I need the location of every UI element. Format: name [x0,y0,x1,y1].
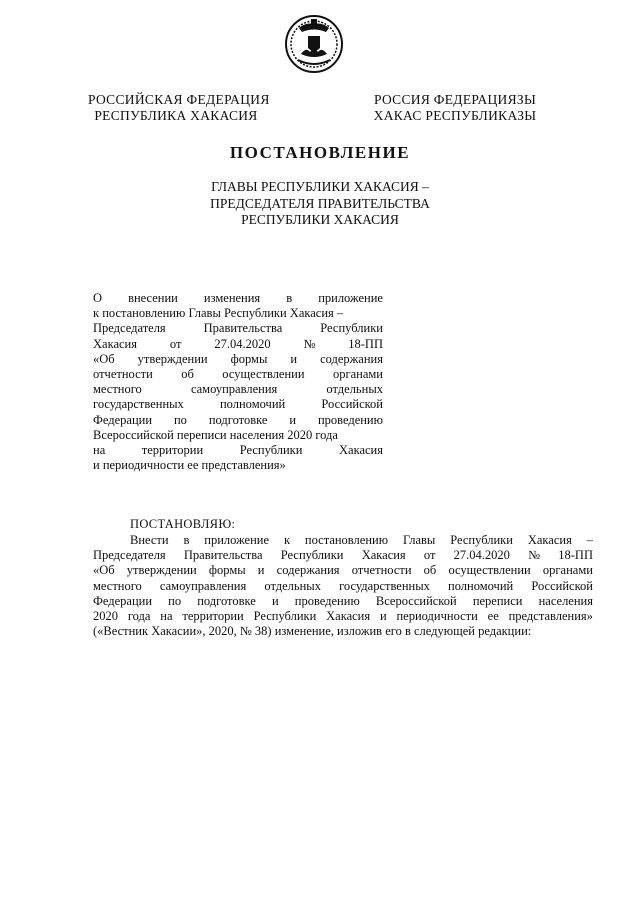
word: Федерации [93,593,153,608]
subject-line [93,291,383,306]
word: содержания [320,351,383,366]
word: Правительства [183,548,263,563]
word: Республики [253,609,317,624]
issuer-line: РЕСПУБЛИКИ ХАКАСИЯ [241,212,399,227]
word: утверждении [126,563,197,578]
word: осуществлении [222,367,305,382]
word: 27.04.2020 [453,548,510,563]
word: внесении [128,291,178,305]
body-line [93,563,593,578]
word: Всероссийской [375,593,457,608]
word: территории [182,609,244,624]
word: проведению [317,412,383,427]
country-name: РОССИЙСКАЯ ФЕДЕРАЦИЯ [88,92,270,107]
subject-line [93,382,383,397]
word: об [423,563,437,578]
word: по [173,412,187,427]
word: Республики [320,321,383,336]
subject-line [93,458,383,473]
word: представления» [508,609,593,624]
issuer-line: ГЛАВЫ РЕСПУБЛИКИ ХАКАСИЯ – [211,179,429,194]
word: и [290,351,298,366]
word: 18-ПП [348,336,383,351]
word: Внести [130,533,169,547]
word: утверждении [137,351,208,366]
word: Главы [402,533,436,547]
word: местного [93,382,142,397]
word: О [93,291,103,305]
header-right [370,92,540,124]
word: и [257,563,265,578]
word: подготовке [208,412,268,427]
word: и периодичности ее представления» [93,458,286,473]
word: отдельных [326,382,383,397]
word: Всероссийской переписи населения 2020 года [93,427,338,442]
word: Правительства [203,321,283,336]
coat-of-arms-icon [284,14,344,74]
word: на [160,609,173,624]
word: 18-ПП [558,548,593,563]
word: года [127,609,151,624]
body-line [93,548,593,563]
word: Республики [450,533,513,547]
word: государственных [93,397,184,412]
word: подготовке [197,593,256,608]
word: Председателя [93,321,166,336]
word: Российской [531,578,593,593]
word: осуществлении [448,563,531,578]
word: 2020 [93,609,118,624]
word: самоуправления [190,382,278,397]
word: № [528,548,541,563]
word: изменения [203,291,261,305]
word: об [181,367,194,382]
word: и [271,593,279,608]
word: содержания [276,563,340,578]
body-paragraph [93,533,593,639]
word: полномочий [219,397,286,412]
body-line [93,609,593,624]
word: приложение [204,533,270,547]
country-name-khakas: РОССИЯ ФЕДЕРАЦИЯЗЫ [373,92,537,107]
subject-line [93,306,383,321]
word: органами [332,367,383,382]
word: населения [538,593,593,608]
republic-name-khakas: ХАКАС РЕСПУБЛИКАЗЫ [373,108,537,123]
word: Хакасия [339,443,383,458]
word: Председателя [93,548,166,563]
subject-line [93,428,383,443]
word: 27.04.2020 [214,336,271,351]
header-left [88,92,270,124]
word: к [283,533,291,547]
word: Республики [280,548,344,563]
word: формы [208,563,246,578]
subject-line [93,397,383,412]
issuer-line: ПРЕДСЕДАТЕЛЯ ПРАВИТЕЛЬСТВА [210,195,430,211]
body-line [93,624,593,639]
word: постановлению [304,533,389,547]
word: в [286,291,293,305]
word: Хакасия [93,336,137,351]
word: Хакасия [527,533,572,547]
word: – [586,533,593,547]
republic-name: РЕСПУБЛИКА ХАКАСИЯ [94,108,258,123]
issuer-block [0,179,640,229]
word: и [289,412,297,427]
word: от [423,548,436,563]
word: переписи [472,593,523,608]
subject-line [93,321,383,336]
word: ее [487,609,499,624]
word: от [169,336,182,351]
document-title: ПОСТАНОВЛЕНИЕ [229,143,411,162]
word: Хакасия [326,609,371,624]
word: по [168,593,182,608]
preamble: ПОСТАНОВЛЯЮ: [130,517,236,531]
word: отчетности [93,367,153,382]
word: Федерации [93,412,153,427]
word: местного [93,578,142,593]
word: на [93,443,106,458]
word: территории [141,443,204,458]
word: полномочий [448,578,514,593]
word: отдельных [264,578,321,593]
subject-line [93,413,383,428]
subject-block [93,291,383,473]
subject-line [93,337,383,352]
word: «Об [93,351,115,366]
word: органами [542,563,593,578]
subject-line [93,443,383,458]
body-line [93,533,593,548]
word: № [303,336,316,351]
word: «Об [93,563,115,578]
word: Республики [239,443,303,458]
word: («Вестник Хакасии», 2020, № 38) изменение, изложив его в следующей редакции: [93,624,532,639]
word: формы [230,351,268,366]
word: в [183,533,190,547]
word: отчетности [351,563,412,578]
word: и [379,609,387,624]
word: проведению [294,593,360,608]
word: Хакасия [361,548,406,563]
subject-line [93,367,383,382]
body-line [93,594,593,609]
body-line [93,579,593,594]
word: государственных [339,578,430,593]
word: самоуправления [159,578,247,593]
word: приложение [318,291,383,305]
word: Российской [321,397,383,412]
subject-line [93,352,383,367]
word: периодичности [396,609,478,624]
word: к постановлению Главы Республики Хакасия – [93,306,344,321]
